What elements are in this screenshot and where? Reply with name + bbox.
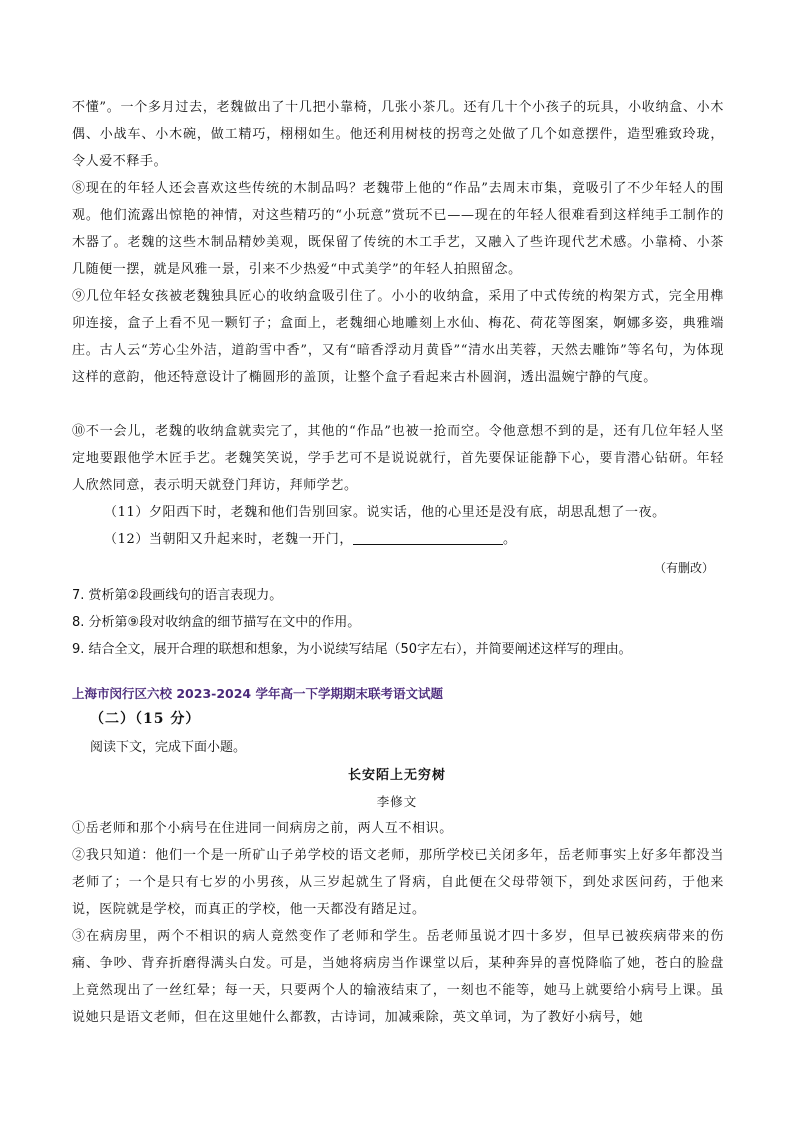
paragraph-11: （11）夕阳西下时，老魏和他们告别回家。说实话，他的心里还是没有底，胡思乱想了一夜。 [104,505,666,520]
paragraph-12 [104,526,724,553]
answer-blank[interactable] [353,530,503,545]
paragraph-continued: 不懂”。一个多月过去，老魏做出了十几把小靠椅，几张小茶几。还有几十个小孩子的玩具，小收纳盒、小木偶、小战车、小木碗，做工精巧，栩栩如生。他还利用树枝的拐弯之处做了几个如意摆件，造型雅致玲珑，令人爱不释手。 [72,100,724,169]
paragraph-10: ⑩不一会儿，老魏的收纳盒就卖完了，其他的“作品”也被一抢而空。令他意想不到的是，还有几位年轻人坚定地要跟他学木匠手艺。老魏笑笑说，学手艺可不是说说就行，首先要保证能静下心，要肯潜心钻研。年轻人欣然同意，表示明天就登门拜访，拜师学艺。 [72,424,724,493]
article-title: 长安陌上无穷树 [347,768,446,783]
paragraph-8: ⑧现在的年轻人还会喜欢这些传统的木制品吗？老魏带上他的“作品”去周末市集，竟吸引了不少年轻人的围观。他们流露出惊艳的神情，对这些精巧的“小玩意”赏玩不已——现在的年轻人很难看到这样纯手工制作的木器了。老魏的这些木制品精妙美观，既保留了传统的木工手艺，又融入了些许现代艺术感。小靠椅、小茶几随便一摆，就是风雅一景，引来不少热爱“中式美学”的年轻人拍照留念。 [72,181,724,277]
article-author: 李修文 [376,794,418,809]
section-heading: （二）（15 分） [90,711,201,727]
article-paragraph-2: ②我只知道：他们一个是一所矿山子弟学校的语文老师，那所学校已关闭多年，岳老师事实上好多年都没当老师了；一个是只有七岁的小男孩，从三岁起就生了肾病，自此便在父母带领下，到处求医问药，于他来说，医院就是学校，而真正的学校，他一天都没有踏足过。 [72,848,724,917]
paragraph-12-text: （12）当朝阳又升起来时，老魏一开门， [104,532,353,547]
exam-source: 上海市闵行区六校 2023-2024 学年高一下学期期末联考语文试题 [72,686,443,701]
article-paragraph-1: ①岳老师和那个小病号在住进同一间病房之前，两人互不相识。 [72,821,453,836]
paragraph-12-end: 。 [502,532,517,547]
question-7: 7. 赏析第②段画线句的语言表现力。 [72,588,283,603]
reading-instruction: 阅读下文，完成下面小题。 [90,740,247,755]
edit-note: （有删改） [653,561,714,575]
question-8: 8. 分析第⑨段对收纳盒的细节描写在文中的作用。 [72,615,361,630]
question-9: 9. 结合全文，展开合理的联想和想象，为小说续写结尾（50字左右），并简要阐述这样写的理由。 [72,642,632,657]
article-paragraph-3: ③在病房里，两个不相识的病人竟然变作了老师和学生。岳老师虽说才四十多岁，但早已被疾病带来的伤痛、争吵、背弃折磨得满头白发。可是，当她将病房当作课堂以后，某种奔异的喜悦降临了她，苍白的脸盘上竟然现出了一丝红晕；每一天，只要两个人的输液结束了，一刻也不能等，她马上就要给小病号上课。虽说她只是语文老师，但在这里她什么都教，古诗词，加减乘除，英文单词，为了教好小病号，她 [72,929,724,1025]
paragraph-9: ⑨几位年轻女孩被老魏独具匠心的收纳盒吸引住了。小小的收纳盒，采用了中式传统的构架方式，完全用榫卯连接，盒子上看不见一颗钉子；盒面上，老魏细心地雕刻上水仙、梅花、荷花等图案，婀娜多姿，典雅端庄。古人云“芳心尘外洁，道韵雪中香”，又有“暗香浮动月黄昏”“清水出芙蓉，天然去雕饰”等名句，为体现这样的意韵，他还特意设计了椭圆形的盖顶，让整个盒子看起来古朴圆润，透出温婉宁静的气度。 [72,289,724,385]
